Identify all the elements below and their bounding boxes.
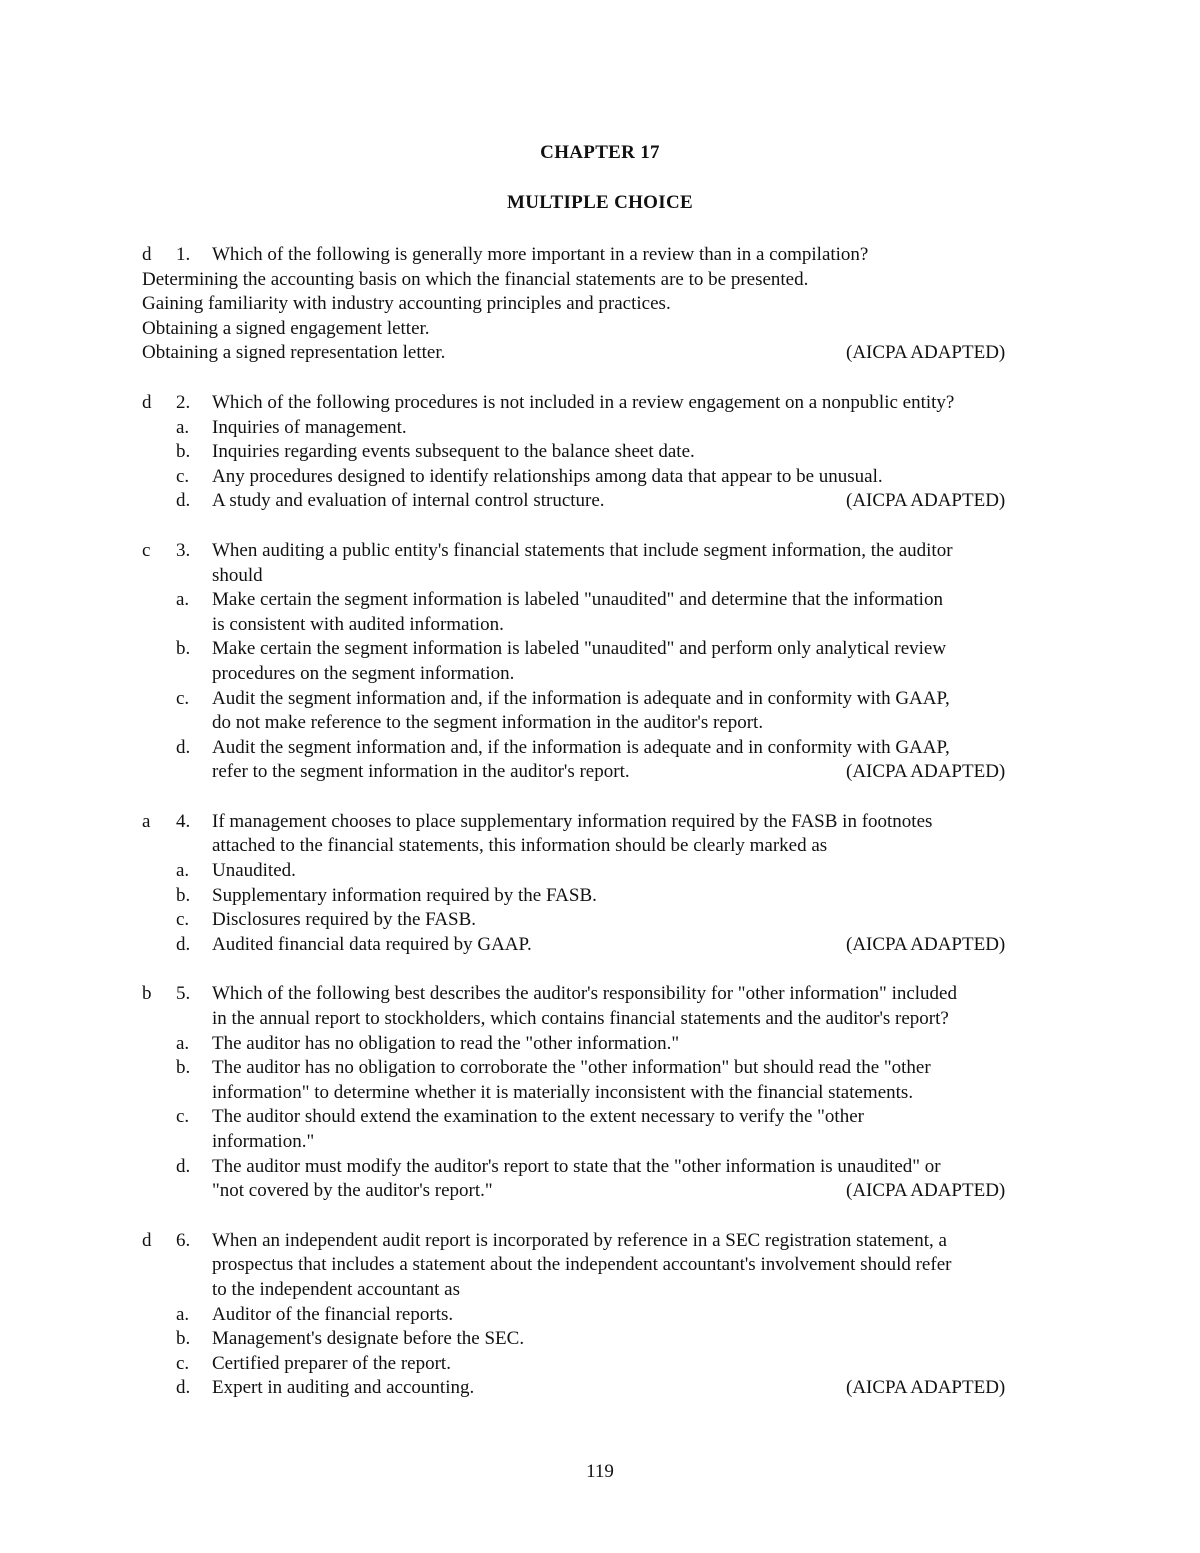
option-line (0, 736, 1200, 761)
answer-key: a (142, 810, 151, 832)
option-text: refer to the segment information in the auditor's report. (212, 761, 630, 783)
option-letter: c. (176, 1352, 190, 1374)
question-stem-text: to the independent accountant as (212, 1278, 460, 1300)
option-letter: a. (176, 860, 190, 882)
option-text: The auditor has no obligation to corroborate the "other information" but should read the "other (212, 1057, 931, 1079)
question-stem-text: Which of the following is generally more important in a review than in a compilation? (212, 244, 869, 265)
option-letter: d. (176, 736, 191, 758)
option-letter: d. (176, 1155, 191, 1177)
option-text: The auditor must modify the auditor's report to state that the "other information is unaudited" or (212, 1155, 941, 1177)
option-text: Audit the segment information and, if the information is adequate and in conformity with GAAP, (212, 736, 950, 758)
question-item (0, 243, 1200, 366)
question-number: 6. (176, 1229, 191, 1251)
option-letter: c. (176, 909, 190, 931)
question-number: 5. (176, 983, 191, 1005)
answer-key: d (142, 244, 152, 265)
question-item (0, 1229, 1200, 1401)
option-line (0, 1105, 1200, 1130)
option-text: Auditor of the financial reports. (212, 1303, 454, 1325)
question-stem-line (0, 982, 1200, 1007)
option-line (0, 1056, 1200, 1081)
question-stem-line (0, 1278, 1200, 1303)
option-letter: c. (176, 1106, 190, 1128)
option-line (0, 1376, 1200, 1401)
question-stem-text: Which of the following best describes the auditor's responsibility for "other information" included (212, 983, 957, 1005)
option-text: information" to determine whether it is materially inconsistent with the financial statements. (212, 1081, 914, 1103)
question-item (0, 539, 1200, 785)
option-line (0, 711, 1200, 736)
option-line (0, 662, 1200, 687)
option-text: A study and evaluation of internal control structure. (212, 490, 605, 512)
source-label: (AICPA ADAPTED) (846, 1377, 1006, 1399)
option-line (0, 1179, 1200, 1204)
option-line (0, 1155, 1200, 1180)
option-text: Unaudited. (212, 860, 296, 882)
option-line (0, 613, 1200, 638)
option-letter: b. (176, 1328, 191, 1350)
option-line (0, 317, 1200, 342)
option-letter: b. (176, 638, 191, 660)
option-text: The auditor has no obligation to read the "other information." (212, 1032, 680, 1054)
option-text: Make certain the segment information is labeled "unaudited" and determine that the information (212, 589, 943, 611)
option-text: Make certain the segment information is labeled "unaudited" and perform only analytical review (212, 638, 947, 660)
question-stem-line (0, 391, 1200, 416)
option-text: Determining the accounting basis on which the financial statements are to be presented. (142, 268, 809, 290)
option-line (0, 908, 1200, 933)
question-list (0, 243, 1200, 1426)
option-letter: a. (176, 589, 190, 611)
answer-key: d (142, 391, 152, 413)
question-item (0, 391, 1200, 514)
question-stem-text: attached to the financial statements, this information should be clearly marked as (212, 835, 828, 857)
option-line (0, 884, 1200, 909)
option-line (0, 933, 1200, 958)
question-stem-line (0, 1253, 1200, 1278)
question-stem-text: should (212, 564, 263, 586)
option-line (0, 859, 1200, 884)
option-line (0, 292, 1200, 317)
option-text: Certified preparer of the report. (212, 1352, 451, 1374)
source-label: (AICPA ADAPTED) (846, 1180, 1006, 1202)
question-item (0, 810, 1200, 958)
source-label: (AICPA ADAPTED) (846, 342, 1006, 364)
option-letter: b. (176, 1057, 191, 1079)
option-text: Inquiries of management. (212, 416, 407, 438)
question-item (0, 982, 1200, 1203)
answer-key: c (142, 539, 151, 561)
option-text: "not covered by the auditor's report." (212, 1180, 493, 1202)
question-number: 2. (176, 391, 191, 413)
question-stem-text: When auditing a public entity's financial statements that include segment information, the auditor (212, 539, 953, 561)
option-letter: d. (176, 490, 191, 512)
option-text: Audit the segment information and, if the information is adequate and in conformity with GAAP, (212, 687, 950, 709)
option-letter: b. (176, 441, 191, 463)
option-letter: a. (176, 416, 190, 438)
option-line (0, 1352, 1200, 1377)
question-stem-text: prospectus that includes a statement about the independent accountant's involvement should refer (212, 1254, 952, 1276)
option-text: Management's designate before the SEC. (212, 1328, 525, 1350)
option-text: The auditor should extend the examination to the extent necessary to verify the "other (212, 1106, 864, 1128)
question-stem-line (0, 243, 1200, 268)
option-letter: c. (176, 687, 190, 709)
option-letter: d. (176, 933, 191, 955)
option-text: information." (212, 1131, 315, 1152)
option-line (0, 440, 1200, 465)
question-stem-line (0, 834, 1200, 859)
question-number: 3. (176, 539, 191, 561)
question-stem-text: in the annual report to stockholders, which contains financial statements and the auditor's report? (212, 1008, 949, 1030)
source-label: (AICPA ADAPTED) (846, 490, 1006, 512)
option-line (0, 341, 1200, 366)
option-letter: b. (176, 884, 191, 906)
option-letter: a. (176, 1032, 190, 1054)
question-number: 1. (176, 244, 191, 265)
option-line (0, 1081, 1200, 1106)
option-text: Inquiries regarding events subsequent to the balance sheet date. (212, 441, 695, 463)
option-line (0, 637, 1200, 662)
option-line (0, 489, 1200, 514)
option-line (0, 465, 1200, 490)
source-label: (AICPA ADAPTED) (846, 761, 1006, 783)
source-label: (AICPA ADAPTED) (846, 933, 1006, 955)
section-title: MULTIPLE CHOICE (507, 192, 693, 213)
answer-key: d (142, 1229, 152, 1251)
option-letter: d. (176, 1377, 191, 1399)
chapter-title: CHAPTER 17 (540, 142, 660, 163)
option-line (0, 687, 1200, 712)
page-number: 119 (586, 1461, 614, 1482)
option-text: do not make reference to the segment information in the auditor's report. (212, 712, 764, 734)
question-stem-text: If management chooses to place supplementary information required by the FASB in footnotes (212, 810, 933, 832)
option-letter: c. (176, 465, 190, 487)
question-number: 4. (176, 810, 191, 832)
option-text: Audited financial data required by GAAP. (212, 933, 532, 955)
question-stem-text: Which of the following procedures is not included in a review engagement on a nonpublic entity? (212, 391, 955, 413)
question-stem-text: When an independent audit report is incorporated by reference in a SEC registration statement, a (212, 1229, 947, 1251)
option-line (0, 1327, 1200, 1352)
question-stem-line (0, 810, 1200, 835)
answer-key: b (142, 983, 152, 1005)
option-line (0, 760, 1200, 785)
option-line (0, 1032, 1200, 1057)
option-text: procedures on the segment information. (212, 662, 515, 684)
option-line (0, 1130, 1200, 1155)
question-stem-line (0, 539, 1200, 564)
option-line (0, 588, 1200, 613)
option-text: Expert in auditing and accounting. (212, 1377, 475, 1399)
option-text: Obtaining a signed representation letter. (142, 342, 446, 364)
option-line (0, 416, 1200, 441)
option-text: Supplementary information required by the FASB. (212, 884, 597, 906)
question-stem-line (0, 1229, 1200, 1254)
option-line (0, 268, 1200, 293)
question-stem-line (0, 564, 1200, 589)
option-text: Gaining familiarity with industry accounting principles and practices. (142, 293, 671, 315)
option-text: Disclosures required by the FASB. (212, 909, 477, 931)
option-letter: a. (176, 1303, 190, 1325)
option-line (0, 1303, 1200, 1328)
option-text: Obtaining a signed engagement letter. (142, 317, 430, 339)
question-stem-line (0, 1007, 1200, 1032)
option-text: Any procedures designed to identify relationships among data that appear to be unusual. (212, 465, 883, 487)
option-text: is consistent with audited information. (212, 613, 504, 635)
